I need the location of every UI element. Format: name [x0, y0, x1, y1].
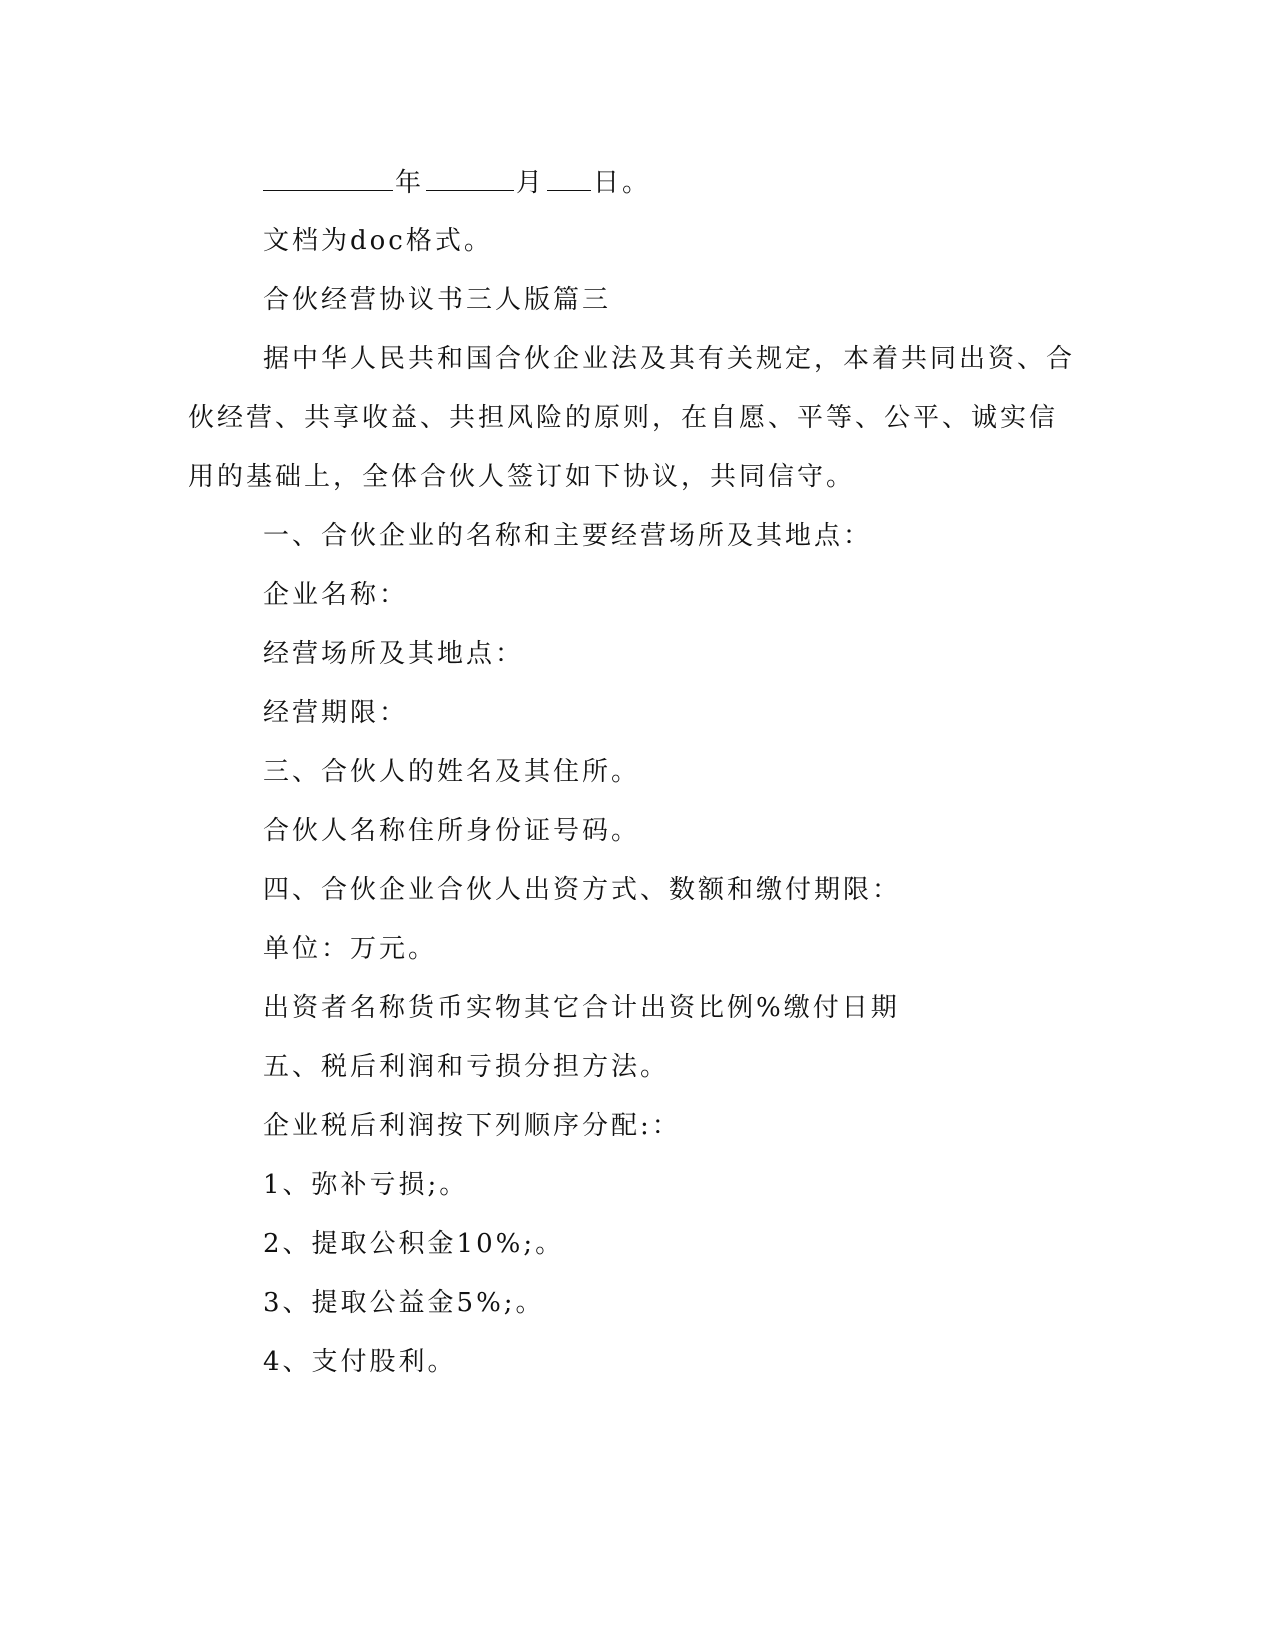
year-blank — [263, 166, 393, 191]
section-title: 合伙经营协议书三人版篇三 — [263, 285, 612, 315]
list-item: 1、弥补亏损;。 — [263, 1170, 469, 1200]
unit-note: 单位：万元。 — [263, 934, 438, 964]
year-label: 年 — [395, 168, 425, 198]
clause-heading-4: 四、合伙企业合伙人出资方式、数额和缴付期限： — [263, 875, 902, 905]
list-item: 4、支付股利。 — [263, 1347, 457, 1377]
preamble-line-3: 用的基础上，全体合伙人签订如下协议，共同信守。 — [188, 462, 856, 492]
partner-info-header: 合伙人名称住所身份证号码。 — [263, 816, 641, 846]
business-term-label: 经营期限： — [263, 698, 409, 728]
clause-heading-3: 三、合伙人的姓名及其住所。 — [263, 757, 641, 787]
list-item: 3、提取公益金5%;。 — [263, 1288, 545, 1318]
doc-format-note: 文档为doc格式。 — [263, 226, 493, 256]
list-item: 2、提取公积金10%;。 — [263, 1229, 565, 1259]
date-line — [263, 166, 653, 199]
month-label: 月 — [516, 168, 546, 198]
preamble-line-1: 据中华人民共和国合伙企业法及其有关规定，本着共同出资、合 — [263, 344, 1076, 374]
profit-distribution-intro: 企业税后利润按下列顺序分配:： — [263, 1111, 681, 1141]
company-name-label: 企业名称： — [263, 580, 409, 610]
day-label: 日。 — [593, 168, 652, 198]
clause-heading-1: 一、合伙企业的名称和主要经营场所及其地点： — [263, 521, 873, 551]
business-location-label: 经营场所及其地点： — [263, 639, 525, 669]
month-blank — [426, 166, 514, 191]
clause-heading-5: 五、税后利润和亏损分担方法。 — [263, 1052, 670, 1082]
preamble-line-2: 伙经营、共享收益、共担风险的原则，在自愿、平等、公平、诚实信 — [188, 403, 1059, 433]
day-blank — [547, 166, 591, 191]
contribution-header: 出资者名称货币实物其它合计出资比例%缴付日期 — [263, 993, 900, 1023]
